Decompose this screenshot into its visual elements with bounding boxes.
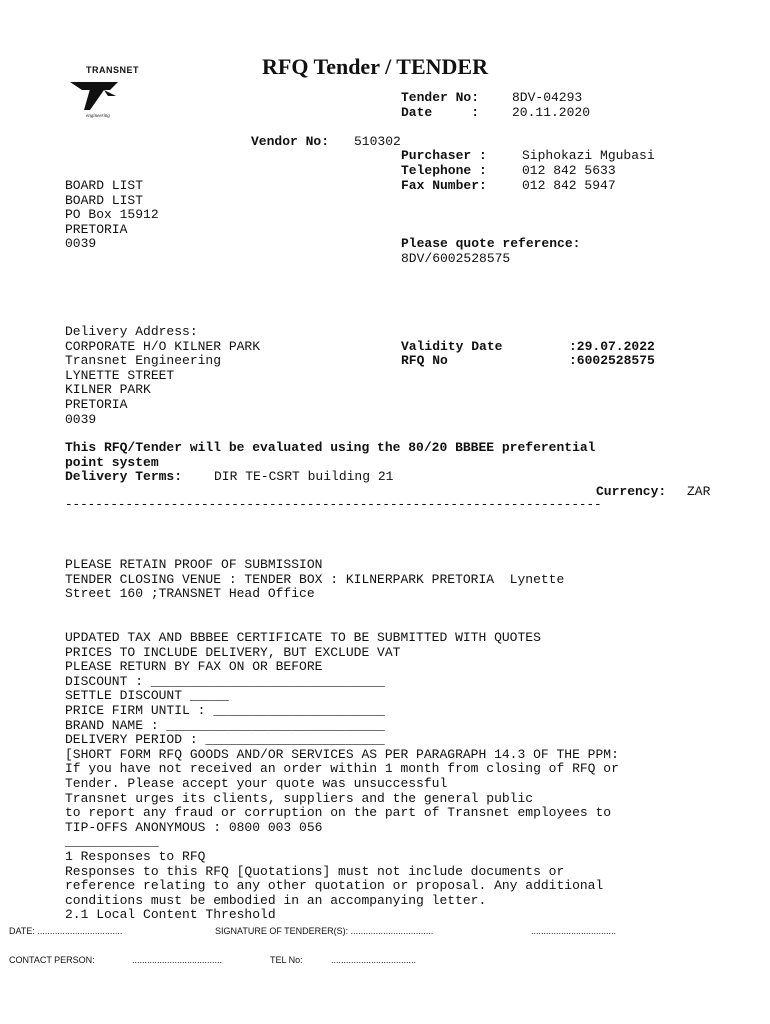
delivery-address-line: PRETORIA	[65, 396, 128, 412]
condition-line: TIP-OFFS ANONYMOUS : 0800 003 056	[65, 819, 323, 835]
condition-line: UPDATED TAX AND BBBEE CERTIFICATE TO BE SUBMITTED WITH QUOTES	[65, 630, 541, 645]
addressee-line: PRETORIA	[65, 221, 128, 237]
delivery-address-line: CORPORATE H/O KILNER PARK	[65, 338, 261, 354]
telephone-value: 012 842 5633	[522, 163, 616, 178]
condition-line: Tender. Please accept your quote was unsuccessful	[65, 775, 448, 791]
condition-line: If you have not received an order within 1 month from closing of RFQ or	[65, 761, 619, 777]
telephone-label: Telephone :	[401, 163, 487, 178]
transnet-logo-icon	[70, 80, 124, 114]
delivery-address-line: Transnet Engineering	[65, 353, 222, 369]
addressee-line: BOARD LIST	[65, 178, 144, 193]
delivery-address-line: KILNER PARK	[65, 382, 151, 398]
delivery-period-field[interactable]: DELIVERY PERIOD : _______________________	[65, 732, 385, 748]
tender-date-label: Date :	[401, 105, 480, 120]
condition-line: Transnet urges its clients, suppliers and the general public	[65, 790, 534, 806]
signature-field[interactable]: SIGNATURE OF TENDERER(S): .................................	[215, 926, 434, 936]
condition-line: 2.1 Local Content Threshold	[65, 907, 276, 923]
addressee-block	[65, 179, 159, 252]
condition-line: to report any fraud or corruption on the part of Transnet employees to	[65, 805, 612, 821]
condition-line: PRICES TO INCLUDE DELIVERY, BUT EXCLUDE VAT	[65, 644, 401, 660]
rfq-no-value: :6002528575	[569, 353, 655, 368]
condition-line: PLEASE RETURN BY FAX ON OR BEFORE	[65, 659, 323, 675]
addressee-line: PO Box 15912	[65, 207, 159, 223]
fax-value: 012 842 5947	[522, 178, 616, 193]
delivery-address-line: Delivery Address:	[65, 324, 198, 339]
delivery-terms-value: DIR TE-CSRT building 21	[214, 469, 394, 484]
submission-line: TENDER CLOSING VENUE : TENDER BOX : KILNERPARK PRETORIA Lynette	[65, 571, 565, 587]
delivery-address-line: LYNETTE STREET	[65, 367, 175, 383]
quote-reference-label: Please quote reference:	[401, 236, 581, 251]
addressee-line: BOARD LIST	[65, 192, 144, 208]
tender-no-value: 8DV-04293	[512, 90, 583, 105]
fax-label: Fax Number:	[401, 178, 487, 193]
price-firm-until-field[interactable]: PRICE FIRM UNTIL : ______________________	[65, 702, 385, 718]
delivery-terms-label: Delivery Terms:	[65, 469, 183, 484]
tender-date-value: 20.11.2020	[512, 105, 591, 120]
contact-person-field[interactable]: ....................................	[132, 955, 223, 965]
signature-line[interactable]: ..................................	[531, 926, 617, 936]
purchaser-label: Purchaser :	[401, 148, 487, 163]
vendor-no-label: Vendor No:	[251, 134, 330, 149]
tender-no-label: Tender No:	[401, 90, 480, 105]
currency-value: ZAR	[687, 484, 711, 499]
brand-name-field[interactable]: BRAND NAME : ____________________________	[65, 717, 385, 733]
date-field[interactable]: DATE: ..................................	[9, 926, 123, 936]
condition-line: 1 Responses to RFQ	[65, 848, 206, 864]
submission-line: PLEASE RETAIN PROOF OF SUBMISSION	[65, 557, 323, 572]
condition-line: conditions must be embodied in an accompanying letter.	[65, 892, 487, 908]
page-title: RFQ Tender / TENDER	[262, 54, 488, 79]
submission-block	[65, 558, 564, 602]
discount-field[interactable]: DISCOUNT : ______________________________	[65, 673, 385, 689]
quote-reference-value: 8DV/6002528575	[401, 251, 511, 266]
settle-discount-field[interactable]: SETTLE DISCOUNT _____	[65, 688, 229, 704]
validity-date-value: :29.07.2022	[569, 339, 655, 354]
tel-no-field[interactable]: ..................................	[331, 955, 417, 965]
conditions-block	[65, 631, 619, 923]
validity-date-label: Validity Date	[401, 339, 503, 354]
evaluation-line: This RFQ/Tender will be evaluated using the 80/20 BBBEE preferential	[65, 440, 596, 455]
section-rule: ____________	[65, 834, 159, 850]
rfq-no-label: RFQ No	[401, 353, 448, 368]
purchaser-value: Siphokazi Mgubasi	[522, 148, 655, 163]
delivery-address-block	[65, 325, 260, 427]
currency-label: Currency:	[596, 484, 667, 499]
transnet-logo-text: TRANSNET	[86, 65, 139, 75]
evaluation-line: point system	[65, 455, 159, 470]
tel-no-label: TEL No:	[270, 955, 303, 965]
condition-line: [SHORT FORM RFQ GOODS AND/OR SERVICES AS PER PARAGRAPH 14.3 OF THE PPM:	[65, 746, 619, 762]
delivery-address-line: 0039	[65, 411, 97, 427]
condition-line: Responses to this RFQ [Quotations] must not include documents or	[65, 863, 565, 879]
condition-line: reference relating to any other quotation or proposal. Any additional	[65, 878, 604, 894]
contact-person-label: CONTACT PERSON:	[9, 955, 95, 965]
logo-tagline: engineering	[86, 114, 110, 119]
vendor-no-value: 510302	[354, 134, 401, 149]
submission-line: Street 160 ;TRANSNET Head Office	[65, 586, 315, 602]
addressee-line: 0039	[65, 236, 97, 252]
divider-line: -----------------------------------------------------------------------	[65, 498, 602, 512]
